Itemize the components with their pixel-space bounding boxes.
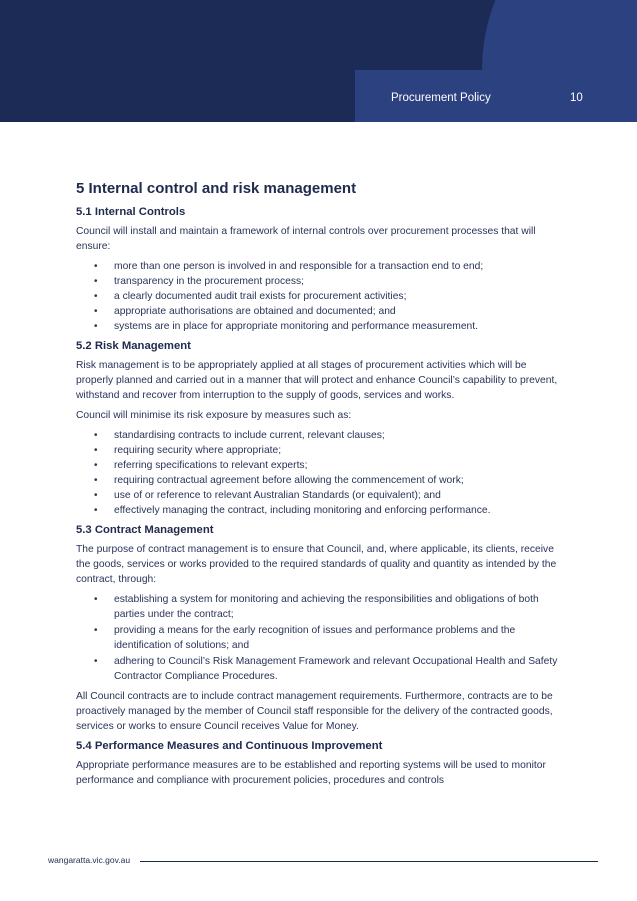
list-item: • use of or reference to relevant Australian Standards (or equivalent); and xyxy=(94,490,441,501)
bullet-glyph: • xyxy=(94,625,98,636)
page-number: 10 xyxy=(570,92,583,104)
paragraph: The purpose of contract management is to ensure that Council, and, where applicable, its clients, receive the goods, services or works provided to the required standards of quality and quantity as intended by the contract, through: xyxy=(76,544,557,585)
paragraph: Risk management is to be appropriately applied at all stages of procurement activities which will be properly planned and carried out in a manner that will protect and enhance Council’s capability to prevent, withstand and recover from interruption to the supply of goods, services and works. xyxy=(76,360,558,401)
paragraph: Appropriate performance measures are to be established and reporting systems will be used to monitor performance and compliance with procurement policies, procedures and controls xyxy=(76,760,546,786)
bullet-glyph: • xyxy=(94,594,98,605)
bullet-glyph: • xyxy=(94,430,98,441)
bullet-glyph: • xyxy=(94,291,98,302)
list-item: • transparency in the procurement process; xyxy=(94,276,305,287)
bullet-glyph: • xyxy=(94,276,98,287)
list-item: • standardising contracts to include current, relevant clauses; xyxy=(94,430,385,441)
header-band xyxy=(0,0,637,122)
subsection-heading-performance-measures: 5.4 Performance Measures and Continuous Improvement xyxy=(76,740,383,752)
list-item: • providing a means for the early recognition of issues and performance problems and the identification of solutions; and xyxy=(94,625,516,651)
bullet-glyph: • xyxy=(94,306,98,317)
bullet-glyph: • xyxy=(94,656,98,667)
list-item: • systems are in place for appropriate monitoring and performance measurement. xyxy=(94,321,479,332)
subsection-heading-risk-management: 5.2 Risk Management xyxy=(76,340,191,352)
bullet-glyph: • xyxy=(94,445,98,456)
bullet-list-internal-controls xyxy=(76,259,566,334)
footer-website-link[interactable]: wangaratta.vic.gov.au xyxy=(48,855,131,865)
subsection-heading-internal-controls: 5.1 Internal Controls xyxy=(76,206,186,218)
bullet-glyph: • xyxy=(94,460,98,471)
list-item: • more than one person is involved in and responsible for a transaction end to end; xyxy=(94,261,484,272)
paragraph: Council will install and maintain a framework of internal controls over procurement processes that will ensure: xyxy=(76,226,536,252)
list-item: • effectively managing the contract, including monitoring and enforcing performance. xyxy=(94,505,491,516)
document-title: Procurement Policy xyxy=(391,92,491,104)
bullet-list-contract-management xyxy=(76,592,566,684)
footer-divider xyxy=(140,861,598,862)
list-item: • referring specifications to relevant experts; xyxy=(94,460,308,471)
list-item: • requiring security where appropriate; xyxy=(94,445,282,456)
bullet-list-risk-management xyxy=(76,428,566,518)
section-heading: 5 Internal control and risk management xyxy=(76,180,357,197)
list-item: • appropriate authorisations are obtained and documented; and xyxy=(94,306,396,317)
bullet-glyph: • xyxy=(94,490,98,501)
bullet-glyph: • xyxy=(94,505,98,516)
subsection-heading-contract-management: 5.3 Contract Management xyxy=(76,524,214,536)
paragraph: Council will minimise its risk exposure by measures such as: xyxy=(76,410,352,421)
list-item: • requiring contractual agreement before allowing the commencement of work; xyxy=(94,475,464,486)
paragraph: All Council contracts are to include contract management requirements. Furthermore, contracts are to be proactively managed by the member of Council staff responsible for the delivery of the contracted goods, services or works to ensure Council receives Value for Money. xyxy=(76,691,553,732)
bullet-glyph: • xyxy=(94,321,98,332)
bullet-glyph: • xyxy=(94,475,98,486)
page-content xyxy=(76,180,566,793)
list-item: • adhering to Council’s Risk Management Framework and relevant Occupational Health and Safety Contractor Compliance Procedures. xyxy=(94,656,558,682)
bullet-glyph: • xyxy=(94,261,98,272)
list-item: • a clearly documented audit trail exists for procurement activities; xyxy=(94,291,407,302)
list-item: • establishing a system for monitoring and achieving the responsibilities and obligations of both parties under the contract; xyxy=(94,594,539,620)
